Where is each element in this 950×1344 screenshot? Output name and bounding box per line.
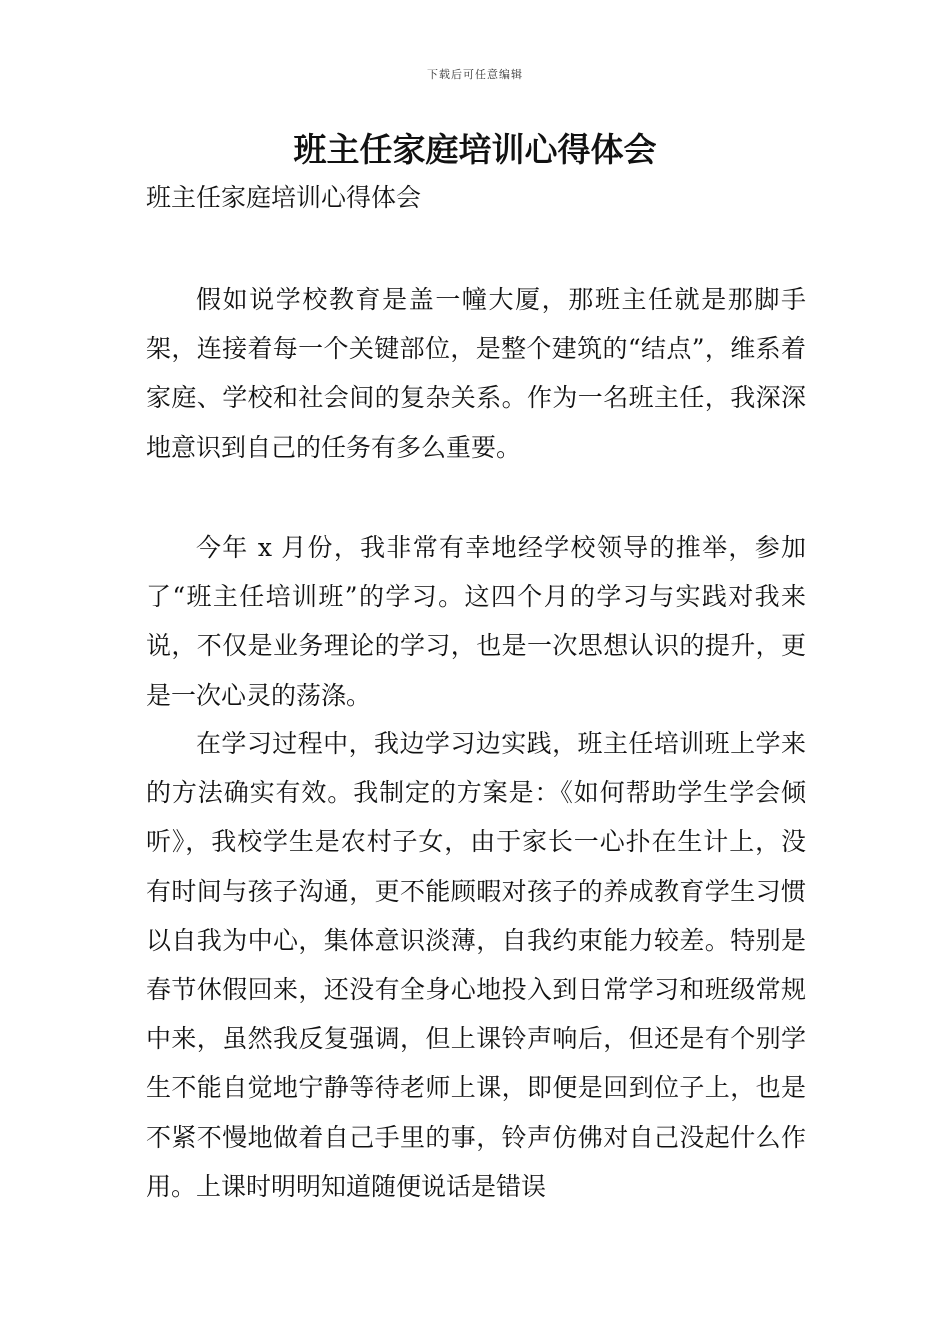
document-subtitle: 班主任家庭培训心得体会 <box>146 183 422 212</box>
document-title: 班主任家庭培训心得体会 <box>293 130 657 169</box>
header-note: 下载后可任意编辑 <box>427 68 523 81</box>
paragraph-1: 假如说学校教育是盖一幢大厦，那班主任就是那脚手架，连接着每一个关键部位，是整个建筑的“结点”，维系着家庭、学校和社会间的复杂关系。作为一名班主任，我深深地意识到自己的任务有多么重要。 <box>146 285 806 462</box>
paragraph-2: 今年 x 月份，我非常有幸地经学校领导的推举，参加了“班主任培训班”的学习。这四个月的学习与实践对我来说，不仅是业务理论的学习，也是一次思想认识的提升，更是一次心灵的荡涤。 <box>146 533 806 710</box>
paragraph-3: 在学习过程中，我边学习边实践，班主任培训班上学来的方法确实有效。我制定的方案是：《如何帮助学生学会倾听》，我校学生是农村子女，由于家长一心扑在生计上，没有时间与孩子沟通，更不能顾暇对孩子的养成教育学生习惯以自我为中心，集体意识淡薄，自我约束能力较差。特别是春节休假回来，还没有全身心地投入到日常学习和班级常规中来，虽然我反复强调，但上课铃声响后，但还是有个别学生不能自觉地宁静等待老师上课，即便是回到位子上，也是不紧不慢地做着自己手里的事，铃声仿佛对自己没起什么作用。上课时明明知道随便说话是错误 <box>146 729 806 1201</box>
